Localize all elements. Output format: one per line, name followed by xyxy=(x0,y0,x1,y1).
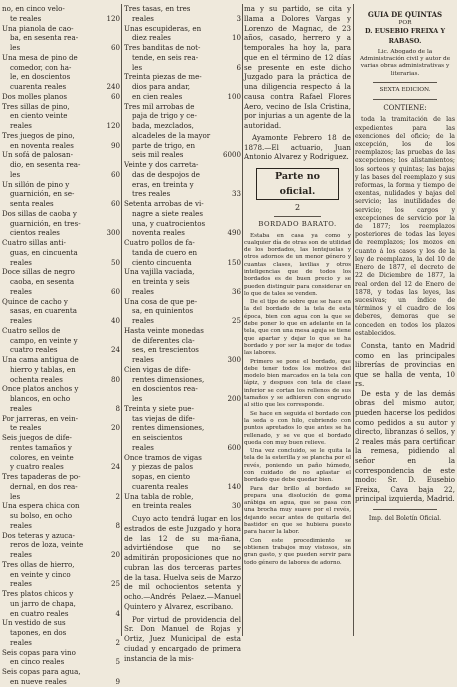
item-description: les xyxy=(132,394,143,403)
ad-contents-text: toda la tramitación de las expedientes para las exenciones del oficio; de la excepción, los de los reemplazos; las pruebas de las excepciones; los alistamientos; los sorteos y quintas; las bajas y las bases del reemplazo y sus reformas, la forma y tiempo de exentas, nulidades y bajas del servicio; las inutilidades de servicio; los cargos y excepciones de servicio por la de 1877; los reemplazos posteriores de todas las leyes de reemplazos; los mozos en cuanto á los casos y los de la ley de reemplazos, la del 10 de Enero de 1877, el decreto de 22 de Diciembre de 1877, la real orden del 12 de Enero de 1878, y todas las leyes, las sucesivas; un índice de términos y el cuadro de los deberes, demoras que se conceden en todos los plazos establecidos. xyxy=(355,116,455,337)
item-price: 100 xyxy=(227,91,241,101)
item-description: en noventa reales xyxy=(10,140,74,150)
item-description: te reales xyxy=(10,13,42,23)
auction-item xyxy=(124,238,241,267)
item-description: en cuatro reales xyxy=(10,608,69,618)
item-description: cientos reales xyxy=(10,228,60,238)
item-price: 120 xyxy=(106,13,120,23)
item-price: 60 xyxy=(110,91,120,101)
item-description: Tres tasas, en tres xyxy=(124,4,191,13)
item-description: guarnición, en tres- xyxy=(10,218,81,228)
item-description: en ciento veinte xyxy=(10,111,68,121)
auction-item xyxy=(124,199,241,238)
item-price: 6 xyxy=(236,62,241,72)
item-description: tapones, en dos xyxy=(10,628,67,637)
item-description: no, en cinco velo- xyxy=(2,4,65,13)
item-description: Dos sillas de caoba y xyxy=(2,208,77,218)
item-description: dernal, en dos rea- xyxy=(10,481,78,491)
auction-item xyxy=(124,297,241,326)
auction-item xyxy=(124,453,241,492)
auction-item xyxy=(124,404,241,453)
auction-item xyxy=(124,365,241,404)
item-description: en nueve reales xyxy=(10,676,67,686)
auction-item xyxy=(2,414,120,434)
item-description: guas, en cincuenta xyxy=(10,247,78,257)
item-description: rentes dimensiones, xyxy=(132,423,205,433)
place-date-signature: Ayamonte Febrero 18 de 1878.—El actuario, Juan Antonio Alvarez y Rodriguez. xyxy=(244,132,351,162)
item-description: Una cama antigua de xyxy=(2,355,79,364)
auction-item xyxy=(2,150,120,179)
auction-item xyxy=(2,433,120,472)
item-description: dio, en sesenta rea- xyxy=(10,160,81,169)
item-price: 490 xyxy=(227,228,241,238)
auction-list xyxy=(124,4,241,511)
item-description: reales xyxy=(132,286,154,296)
item-price: 50 xyxy=(110,257,120,267)
item-description: reales xyxy=(10,121,32,130)
auction-item xyxy=(124,4,241,24)
column-1-auction-list xyxy=(2,4,120,686)
auction-item xyxy=(2,180,120,209)
item-description: Tres juegos de pino, xyxy=(2,130,75,140)
item-price: 140 xyxy=(227,481,241,491)
item-description: ba, en sesenta rea- xyxy=(10,33,79,43)
item-description: reales xyxy=(132,442,154,452)
item-description: Setenta arrobas de vi- xyxy=(124,199,204,208)
auction-item xyxy=(2,326,120,355)
item-description: y cuatro reales xyxy=(10,462,64,472)
auction-item xyxy=(2,267,120,296)
item-description: Una vajilla vaciada, xyxy=(124,267,195,277)
auction-item xyxy=(124,43,241,72)
item-description: le, en doscientos xyxy=(10,72,71,82)
item-description: diez reales xyxy=(132,33,171,43)
item-price: 36 xyxy=(231,286,241,296)
item-description: en treinta y seis xyxy=(132,277,190,286)
item-description: guarnición, en se- xyxy=(10,189,75,199)
item-description: Tres ollas de hierro, xyxy=(2,559,75,569)
item-price: 5 xyxy=(115,657,120,667)
item-description: Tres mil arrobas de xyxy=(124,101,195,111)
item-description: en veinte y cinco xyxy=(10,569,71,579)
item-description: en doscientos rea- xyxy=(132,384,198,394)
auction-item xyxy=(2,472,120,501)
item-description: eras, en treinta y xyxy=(132,179,194,189)
item-description: Cuatro pollos de fa- xyxy=(124,238,195,247)
item-description: les xyxy=(10,169,21,179)
item-description: de diferentes cla- xyxy=(132,335,195,345)
auction-item xyxy=(124,72,241,101)
auction-item xyxy=(2,384,120,413)
item-description: y piezas de palos xyxy=(132,462,194,472)
auction-item xyxy=(124,24,241,44)
item-description: Un sillón de pino y xyxy=(2,179,70,189)
item-description: en cinco reales xyxy=(10,657,65,667)
item-description: tas viejas de dife- xyxy=(132,413,195,423)
article-paragraph: Se hace en seguida el bordado con la seda o con hilo, cubriendo con puntos apretados lo que antes se ha rellenado, y se ve que el bordado queda con muy buen relieve. xyxy=(244,410,351,446)
auction-item xyxy=(2,131,120,151)
printer-footer: Imp. del Boletín Oficial. xyxy=(368,515,442,523)
item-price: 24 xyxy=(110,462,120,472)
auction-item xyxy=(124,160,241,199)
article-title: BORDADO BARATO. xyxy=(258,219,337,228)
column-3 xyxy=(244,4,351,638)
item-description: blancos, en ocho xyxy=(10,394,71,403)
column-rule xyxy=(242,4,243,636)
item-description: tanda de cuero en xyxy=(132,247,198,257)
item-description: ciento cincuenta xyxy=(132,257,192,267)
item-description: cuatro reales xyxy=(10,345,58,355)
item-description: bada, mezclados, xyxy=(132,121,194,130)
item-description: senta reales xyxy=(10,199,54,208)
item-description: Tres platos chicos y xyxy=(2,589,74,598)
item-description: sasas, en cuarenta xyxy=(10,306,77,316)
auction-item xyxy=(2,618,120,647)
ad-title: GUIA DE QUINTAS xyxy=(367,10,443,19)
item-price: 240 xyxy=(106,82,120,91)
item-description: Un sofá de palosan- xyxy=(2,150,73,160)
ad-ordering-text: De esta y de las demás obras del mismo autor, pueden hacerse los pedidos como pedidos a su autor y directo, libranzas ó sellos, y 2 reales más para certificar la remesa, pidiendo al señor en la correspondencia de este modo: Sr. D. Eusebio Freixa, Cava baja 22, principal izquierda, Madrid. xyxy=(355,389,455,504)
item-description: Unas escupideras, en xyxy=(124,23,202,33)
item-description: su bolso, en ocho xyxy=(10,511,73,520)
auction-item xyxy=(2,102,120,131)
ad-edition: SEXTA EDICION. xyxy=(379,87,431,94)
item-price: 90 xyxy=(110,140,120,150)
item-description: reales xyxy=(132,13,154,23)
article-paragraph: Con este procedimiento se obtienen trabajos muy vistosos, sin gran gasto, y que pueden servir para todo género de labores de adorno. xyxy=(244,537,351,566)
auction-item xyxy=(2,209,120,238)
item-price: 6000 xyxy=(222,150,241,160)
item-description: tres reales xyxy=(132,189,171,199)
item-description: Un vestido de sus xyxy=(2,618,66,628)
item-description: ochenta reales xyxy=(10,374,63,384)
item-price: 200 xyxy=(227,394,241,403)
item-description: Por jarreras, en vein- xyxy=(2,413,79,423)
section-numeral: 2 xyxy=(294,203,301,212)
item-price: 40 xyxy=(110,316,120,325)
item-price: 8 xyxy=(115,520,120,530)
item-price: 10 xyxy=(231,33,241,43)
item-description: Dos teteras y azuca- xyxy=(2,530,75,540)
item-description: nagre a siete reales xyxy=(132,208,204,218)
item-description: reales xyxy=(10,637,32,647)
item-description: te reales xyxy=(10,423,42,433)
item-description: Cuatro sellos de xyxy=(2,325,61,335)
item-description: tende, en seis rea- xyxy=(132,52,199,62)
item-description: campo, en veinte y xyxy=(10,335,78,345)
item-price: 20 xyxy=(110,423,120,433)
item-description: Una cosa de que pe- xyxy=(124,296,198,306)
item-price: 60 xyxy=(110,169,120,179)
item-price: 25 xyxy=(231,316,241,325)
item-price: 60 xyxy=(110,43,120,52)
auction-item xyxy=(124,492,241,512)
item-description: cuarenta reales xyxy=(10,82,67,91)
item-description: Una espera chica con xyxy=(2,501,80,511)
item-description: les xyxy=(10,43,21,52)
item-description: en seiscientos xyxy=(132,433,183,442)
item-description: dios para andar, xyxy=(132,82,191,91)
item-price: 8 xyxy=(115,403,120,413)
item-price: 60 xyxy=(110,199,120,208)
ad-author: D. EUSEBIO FREIXA Y RABASO. xyxy=(364,27,446,45)
auction-item xyxy=(2,53,120,92)
auction-item xyxy=(2,560,120,589)
item-price: 33 xyxy=(231,189,241,199)
item-description: noventa reales xyxy=(132,228,185,238)
item-description: en cien reales xyxy=(132,91,183,101)
article-paragraph: Estaba en casa ya como y cualquier día de otras son de utilidad de los bordados, las lentejuelas y otros adornos de un menor género y cuantas clases, lavilias y otros inteligencias que de todos los bordados es de buen precio y se pueden distinguir para considerar en lo que de tales se venden. xyxy=(244,232,351,297)
item-description: sa, en quinientos xyxy=(132,306,194,316)
item-description: das de despojos de xyxy=(132,169,200,179)
summons-notice-continued: ma y su partido, se cita y llama a Dolores Vargas y Lorenzo de Magnac, de 23 años, casado, herrero y a temporales ha hoy la, para que en el término de 12 días se presente en este dicho Juzgado para la práctica de una diligencia respecto á la causa contra Rafael Flores Aero, vecino de Isla Cristina, por injurias a un agente de la autoridad. xyxy=(244,4,351,130)
item-description: Una tabla de roble, xyxy=(124,491,194,501)
item-description: reales xyxy=(132,355,154,364)
auction-item xyxy=(2,501,120,530)
item-description: Seis copas para agua, xyxy=(2,667,81,676)
article-body xyxy=(244,233,351,567)
item-price: 80 xyxy=(110,374,120,384)
item-description: colores, en veinte xyxy=(10,452,74,462)
item-description: caoba, en sesenta xyxy=(10,277,75,286)
item-description: les xyxy=(10,491,21,501)
auction-item xyxy=(2,589,120,618)
item-description: Seis copas para vino xyxy=(2,647,76,657)
item-description: en treinta reales xyxy=(132,501,192,511)
item-price: 4 xyxy=(115,608,120,618)
item-description: Veinte y dos carreta- xyxy=(124,160,199,169)
auction-notice-text: Cuyo acto tendrá lugar en los estrados de este Juzgado y hora de las 12 de su ma-ñana, advirtiéndose que no se admitirán proposiciones que no cubran las dos terceras partes de la tasa. Huelva seis de Marzo de mil ochocientos setenta y ocho.—Andrés Pelaez.—Manuel Quintero y Alvarez, escribano. xyxy=(124,514,241,611)
item-description: Dos molles planos xyxy=(2,91,68,101)
item-description: reros de loza, veinte xyxy=(10,540,84,550)
auction-item xyxy=(2,24,120,53)
item-description: Treinta piezas de me- xyxy=(124,72,202,82)
item-description: Cuatro sillas anti- xyxy=(2,238,66,247)
item-description: hierro y tablas, en xyxy=(10,364,76,374)
item-price: 3 xyxy=(236,13,241,23)
item-description: cuarenta reales xyxy=(132,481,189,491)
item-description: ses, en trescientos xyxy=(132,345,199,355)
item-description: Treinta y siete pue- xyxy=(124,403,194,413)
article-paragraph: Una vez concluido, se le quita la tela de la esterilla y se plancha por el revés, poniendo un paño húmedo, con cuidado de no aplastar el bordado que debe quedar bien. xyxy=(244,448,351,484)
item-description: Tres banditas de not- xyxy=(124,43,201,52)
item-description: comedor, con ha- xyxy=(10,62,72,72)
auction-item xyxy=(124,267,241,296)
item-price: 150 xyxy=(227,257,241,267)
article-paragraph: De el tipo de sobre que se hace en la del bordado de la tela de esta época, bien con agua con la que se debe poner lo que en adelante en la tela, que con una mesa aguja se tiene que apartar y dejar lo que se ha bordado y por ser la mejor de todas las labores. xyxy=(244,299,351,357)
item-price: 300 xyxy=(227,355,241,364)
item-description: les xyxy=(132,62,143,72)
auction-item xyxy=(124,326,241,365)
auction-item xyxy=(2,238,120,267)
auction-item xyxy=(2,92,120,102)
auction-item xyxy=(2,4,120,24)
column-2-auction-list xyxy=(124,4,241,663)
item-price: 24 xyxy=(110,345,120,355)
item-description: Once platos anchos y xyxy=(2,384,79,394)
divider xyxy=(373,509,437,510)
ad-contents-heading: CONTIENE: xyxy=(383,103,427,112)
item-description: reales xyxy=(10,579,32,589)
summons-notice-start: Por virtud de providencia del Sr. Don Manuel de Rojas y Ortiz, Juez Municipal de esta ciudad y encargado de primera instancia de la mis- xyxy=(124,614,241,663)
item-price: 30 xyxy=(231,501,241,511)
item-description: reales xyxy=(10,257,32,267)
item-price: 120 xyxy=(106,121,120,130)
item-description: reales xyxy=(10,550,32,559)
auction-item xyxy=(2,297,120,326)
auction-item xyxy=(2,667,120,687)
auction-item xyxy=(124,102,241,161)
item-description: Quince de cacho y xyxy=(2,296,68,306)
item-price: 9 xyxy=(115,676,120,686)
item-price: 600 xyxy=(227,442,241,452)
item-description: Once tramos de vigas xyxy=(124,452,202,462)
item-price: 300 xyxy=(106,228,120,238)
ad-credentials: Lic. Abogado de la Administración civil y autor de varias obras administrativas y literarias. xyxy=(359,48,451,77)
item-description: reales xyxy=(10,286,32,296)
auction-item xyxy=(2,355,120,384)
column-4-advertisement xyxy=(355,4,455,638)
item-description: reales xyxy=(10,520,32,530)
ad-title-por: POR xyxy=(398,19,412,26)
column-rule xyxy=(353,4,354,636)
auction-item xyxy=(2,531,120,560)
item-description: Cien vigas de dife- xyxy=(124,364,191,374)
item-description: paja de trigo y ce- xyxy=(132,111,197,121)
item-price: 20 xyxy=(110,550,120,559)
item-description: Tres tapaderas de po- xyxy=(2,472,81,481)
ad-availability-text: Consta, tanto en Madrid como en las principales librerías de provincias en que se halla de venta, 10 rs. xyxy=(355,341,455,389)
auction-item xyxy=(2,648,120,668)
item-price: 25 xyxy=(110,579,120,589)
column-rule xyxy=(121,4,122,636)
section-box-title: Parte no oficial. xyxy=(256,168,339,200)
divider xyxy=(373,82,437,83)
item-price: 2 xyxy=(115,491,120,501)
item-description: reales xyxy=(10,403,32,413)
item-description: reales xyxy=(10,316,32,325)
divider xyxy=(274,216,321,217)
item-price: 2 xyxy=(115,637,120,647)
item-description: Doce sillas de negro xyxy=(2,267,75,277)
item-description: Una mesa de pino de xyxy=(2,52,78,62)
item-description: alcadeles de la mayor xyxy=(132,130,211,140)
item-description: seis mil reales xyxy=(132,150,184,160)
item-description: rentes tamaños y xyxy=(10,442,72,452)
article-paragraph: Primero se pone el bordado, que debe tener todos los motivos del modelo bien marcados en la tela con lápiz, y despues con tela de clase inferior se cortan los rellenos de sus tamaños y se adhieren con engrudo al sitio que les corresponde. xyxy=(244,358,351,409)
item-description: rentes dimensiones, xyxy=(132,374,205,384)
item-description: Hasta veinte monedas xyxy=(124,325,204,335)
item-description: Seis juegos de dife- xyxy=(2,433,72,442)
item-price: 60 xyxy=(110,286,120,296)
item-description: reales xyxy=(132,316,154,325)
item-description: sopas, en ciento xyxy=(132,472,190,481)
item-description: Tres sillas de pino, xyxy=(2,101,70,111)
article-paragraph: Para dar brillo al bordado se prepara una disolución de goma arábiga en agua, que se pasa con una brocha muy suave por el revés, dejando secar antes de quitarla del bastidor en que se hubiera puesto para hacer la labor. xyxy=(244,485,351,536)
divider xyxy=(373,99,437,100)
item-description: Una pianola de cao- xyxy=(2,23,74,33)
item-description: un jarro de chapa, xyxy=(10,598,76,608)
item-description: parte de trigo, en xyxy=(132,140,196,150)
item-description: una, y cuatrocientos xyxy=(132,218,206,228)
